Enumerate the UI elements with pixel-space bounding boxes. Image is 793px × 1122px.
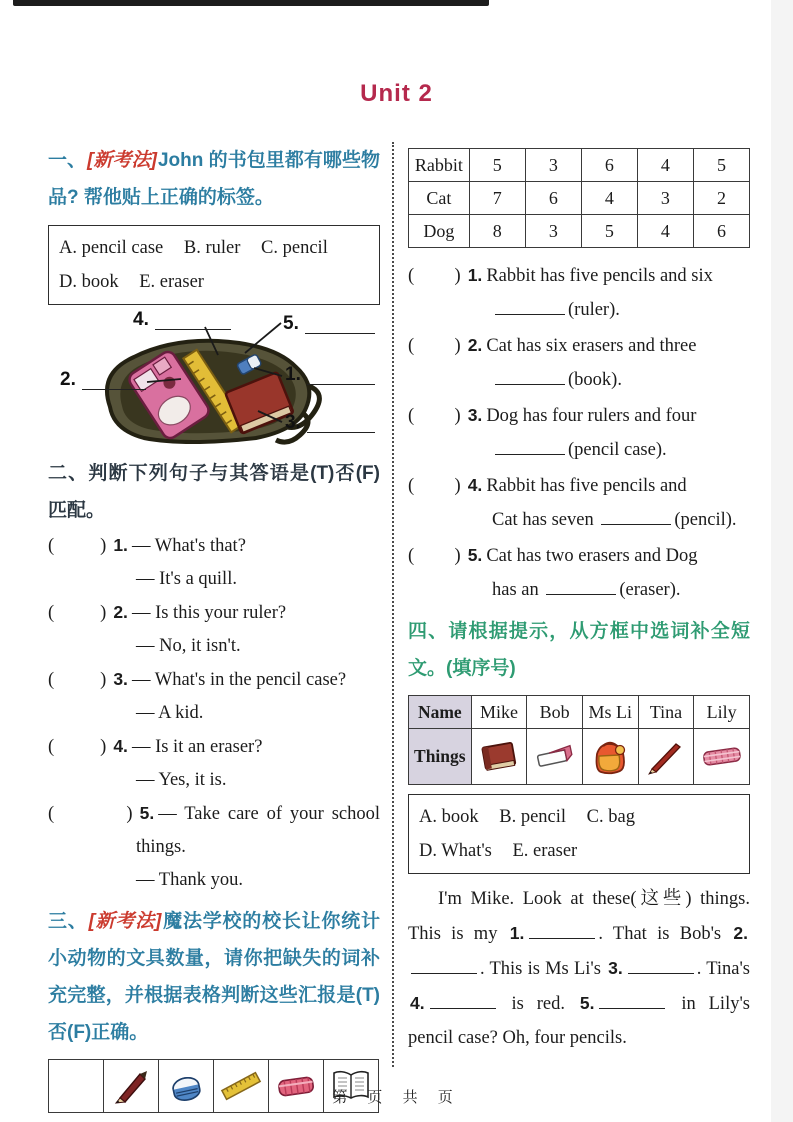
figure-label-3: 3. xyxy=(285,412,301,433)
mike-thing-cell xyxy=(471,729,527,785)
passage-segment: I'm Mike. Look at these(这些) things. This is my xyxy=(408,889,750,944)
table-row xyxy=(409,215,750,248)
option-d: D. book xyxy=(59,272,119,292)
option-a: A. book xyxy=(419,807,479,827)
passage-segment: . This is Ms Li's xyxy=(480,959,607,979)
answer-paren: ( ) xyxy=(408,546,462,566)
item-number: 1. xyxy=(113,535,128,555)
header-mike: Mike xyxy=(471,696,527,729)
report-item-1 xyxy=(408,258,750,327)
option-d: D. What's xyxy=(419,841,492,861)
tf-item-2 xyxy=(48,596,380,663)
row-label: Cat xyxy=(409,182,470,215)
figure-blank-4 xyxy=(155,309,231,330)
lily-thing-cell xyxy=(694,729,750,785)
fill-blank xyxy=(495,368,565,385)
passage-segment: . That is Bob's xyxy=(598,924,732,944)
scan-edge-shadow xyxy=(771,0,793,1122)
blank-number: 4. xyxy=(410,993,425,1013)
option-b: B. pencil xyxy=(499,807,567,827)
section1-heading xyxy=(48,142,380,216)
word-hint: (book). xyxy=(568,370,622,390)
item-number: 1. xyxy=(467,265,483,285)
fill-blank xyxy=(601,508,671,525)
count-cell: 4 xyxy=(637,215,693,248)
row-label: Rabbit xyxy=(409,149,470,182)
passage-segment: in Lily's pencil case? Oh, four pencils. xyxy=(408,994,750,1048)
tf-item-1 xyxy=(48,529,380,596)
tf-item-3 xyxy=(48,663,380,730)
fill-blank xyxy=(529,922,595,939)
report-item-2 xyxy=(408,328,750,397)
count-cell: 6 xyxy=(525,182,581,215)
section4-text: 请根据提示，从方框中选词补全短文。(填序号) xyxy=(408,621,750,679)
section4-number: 四、 xyxy=(408,621,449,642)
answer-text: — It's a quill. xyxy=(136,569,237,589)
answer-paren: ( ) xyxy=(48,536,108,556)
blank-number: 5. xyxy=(579,993,595,1013)
item-number: 5. xyxy=(139,803,155,823)
section4-heading xyxy=(408,613,750,687)
option-a: A. pencil case xyxy=(59,238,164,258)
item-number: 3. xyxy=(467,405,483,425)
count-cell: 3 xyxy=(525,149,581,182)
figure-blank-2 xyxy=(82,369,146,390)
right-column xyxy=(408,142,750,1055)
count-cell: 5 xyxy=(693,149,749,182)
answer-paren: ( ) xyxy=(48,603,108,623)
count-cell: 6 xyxy=(693,215,749,248)
count-cell: 5 xyxy=(581,215,637,248)
passage-segment: . Tina's xyxy=(696,959,750,979)
section3-text: 魔法学校的校长让你统计小动物的文具数量，请你把缺失的词补充完整，并根据表格判断这些汇报是(T)否(F)正确。 xyxy=(48,911,380,1043)
question-text: — What's in the pencil case? xyxy=(131,670,347,690)
name-things-table xyxy=(408,695,750,785)
schoolbag-icon xyxy=(587,736,633,778)
page-footer: 第 页 共 页 xyxy=(332,1089,461,1106)
section4-word-box xyxy=(408,794,750,874)
answer-text: — A kid. xyxy=(136,703,204,723)
answer-paren: ( ) xyxy=(408,336,462,356)
table-row xyxy=(409,149,750,182)
header-lily: Lily xyxy=(694,696,750,729)
header-bob: Bob xyxy=(527,696,583,729)
count-cell: 6 xyxy=(581,149,637,182)
count-cell: 3 xyxy=(525,215,581,248)
blank-number: 1. xyxy=(509,923,525,943)
count-cell: 2 xyxy=(693,182,749,215)
answer-text: — Thank you. xyxy=(136,870,244,890)
report-item-5 xyxy=(408,538,750,607)
answer-paren: ( ) xyxy=(408,266,462,286)
figure-label-1: 1. xyxy=(285,364,301,385)
red-pencil-icon xyxy=(643,736,689,778)
schoolbag-figure xyxy=(48,311,380,449)
table-row xyxy=(409,182,750,215)
answer-paren: ( ) xyxy=(408,406,462,426)
count-cell: 3 xyxy=(637,182,693,215)
fill-blank xyxy=(430,992,496,1009)
option-c: C. pencil xyxy=(261,238,328,258)
header-msli: Ms Li xyxy=(582,696,638,729)
header-name: Name xyxy=(409,696,472,729)
question-text: — Take care of your school things. xyxy=(136,804,381,857)
blank-number: 2. xyxy=(733,923,748,943)
msli-thing-cell xyxy=(582,729,638,785)
word-hint: (pencil case). xyxy=(568,440,667,460)
new-method-tag: [新考法] xyxy=(87,150,157,171)
blank-number: 3. xyxy=(608,958,623,978)
item-number: 4. xyxy=(467,475,483,495)
answer-paren: ( ) xyxy=(48,737,108,757)
section3-number: 三、 xyxy=(48,911,88,932)
word-hint: (ruler). xyxy=(568,300,620,320)
count-cell: 4 xyxy=(637,149,693,182)
count-cell: 8 xyxy=(469,215,525,248)
option-e: E. eraser xyxy=(512,841,578,861)
figure-blank-1 xyxy=(307,364,375,385)
statement-text: Dog has four rulers and four xyxy=(486,406,697,426)
top-scan-bar xyxy=(13,0,489,6)
fill-blank xyxy=(628,957,694,974)
word-hint: (eraser). xyxy=(619,580,681,600)
count-cell: 5 xyxy=(469,149,525,182)
word-hint: (pencil). xyxy=(674,510,737,530)
statement-text: Rabbit has five pencils and xyxy=(486,476,687,496)
fill-blank xyxy=(495,298,565,315)
statement-text: Rabbit has five pencils and six xyxy=(486,266,713,286)
animal-count-table xyxy=(408,148,750,248)
section2-number: 二、 xyxy=(48,463,89,484)
tf-item-5 xyxy=(48,797,380,897)
pink-pencil-case-icon xyxy=(699,736,745,778)
answer-paren: ( ) xyxy=(408,476,462,496)
section3-heading xyxy=(48,903,380,1051)
bob-thing-cell xyxy=(527,729,583,785)
statement-text: Cat has two erasers and Dog xyxy=(486,546,698,566)
pink-eraser-icon xyxy=(532,736,578,778)
section1-number: 一、 xyxy=(48,150,87,171)
figure-label-2: 2. xyxy=(60,369,76,390)
answer-text: — Yes, it is. xyxy=(136,770,227,790)
option-b: B. ruler xyxy=(183,238,241,258)
count-cell: 7 xyxy=(469,182,525,215)
question-text: — Is it an eraser? xyxy=(131,737,263,757)
cloze-passage xyxy=(408,882,750,1055)
figure-label-4: 4. xyxy=(133,309,149,330)
fill-blank xyxy=(546,578,616,595)
fill-blank xyxy=(495,438,565,455)
item-number: 2. xyxy=(113,602,128,622)
figure-blank-3 xyxy=(307,412,375,433)
item-number: 2. xyxy=(467,335,483,355)
header-tina: Tina xyxy=(638,696,694,729)
statement-continuation: has an xyxy=(492,580,544,600)
answer-paren: ( ) xyxy=(48,670,108,690)
section2-heading xyxy=(48,455,380,529)
table-row xyxy=(409,696,750,729)
item-number: 4. xyxy=(113,736,128,756)
statement-continuation: Cat has seven xyxy=(492,510,599,530)
tina-thing-cell xyxy=(638,729,694,785)
row-label-things: Things xyxy=(409,729,472,785)
count-cell: 4 xyxy=(581,182,637,215)
section1-word-box xyxy=(48,225,380,305)
fill-blank xyxy=(599,992,665,1009)
question-text: — What's that? xyxy=(131,536,246,556)
answer-paren: ( ) xyxy=(48,804,134,824)
fill-blank xyxy=(411,957,477,974)
new-method-tag: [新考法] xyxy=(88,911,162,932)
figure-blank-5 xyxy=(305,313,375,334)
section2-text: 判断下列句子与其答语是(T)否(F)匹配。 xyxy=(48,463,380,521)
question-text: — Is this your ruler? xyxy=(131,603,287,623)
passage-segment: is red. xyxy=(498,994,578,1014)
page-title: Unit 2 xyxy=(360,80,433,107)
column-divider xyxy=(392,142,394,1067)
option-e: E. eraser xyxy=(139,272,204,292)
report-item-3 xyxy=(408,398,750,467)
report-item-4 xyxy=(408,468,750,537)
figure-label-5: 5. xyxy=(283,313,299,334)
section1-text: John 的书包里都有哪些物品? 帮他贴上正确的标签。 xyxy=(48,150,380,208)
table-row xyxy=(409,729,750,785)
tf-item-4 xyxy=(48,730,380,797)
item-number: 5. xyxy=(467,545,483,565)
row-label: Dog xyxy=(409,215,470,248)
red-book-icon xyxy=(476,736,522,778)
answer-text: — No, it isn't. xyxy=(136,636,241,656)
statement-text: Cat has six erasers and three xyxy=(486,336,697,356)
item-number: 3. xyxy=(113,669,128,689)
option-c: C. bag xyxy=(586,807,635,827)
left-column xyxy=(48,142,380,1113)
